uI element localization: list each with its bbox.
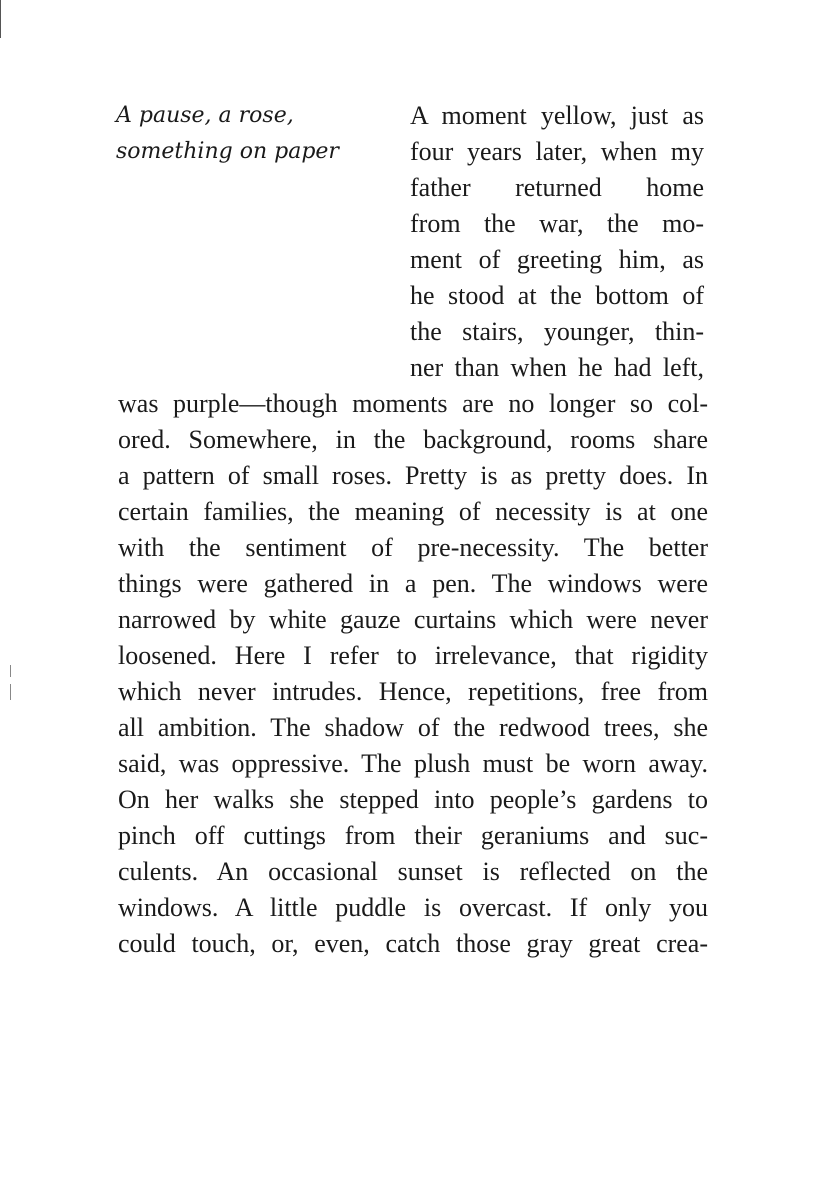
body-line: narrowed by white gauze curtains which were never [118, 605, 708, 634]
body-line: ner than when he had left, [410, 353, 704, 382]
body-line: things were gathered in a pen. The windows were [118, 569, 708, 598]
body-line: certain families, the meaning of necessity is at one [118, 497, 708, 526]
body-line: from the war, the mo- [410, 209, 704, 238]
body-line: A moment yellow, just as [410, 101, 704, 130]
body-line: a pattern of small roses. Pretty is as pretty does. In [118, 461, 708, 490]
body-line: was purple—though moments are no longer so col- [118, 389, 708, 418]
body-line: ment of greeting him, as [410, 245, 704, 274]
body-line: culents. An occasional sunset is reflected on the [118, 857, 708, 886]
side-heading-line: A pause, a rose, [116, 103, 294, 128]
margin-tick [10, 665, 11, 677]
body-line: could touch, or, even, catch those gray great crea- [118, 929, 708, 958]
body-line: windows. A little puddle is overcast. If only you [118, 893, 708, 922]
side-heading-line: something on paper [116, 139, 339, 164]
body-line: the stairs, younger, thin- [410, 317, 704, 346]
body-line: said, was oppressive. The plush must be worn away. [118, 749, 708, 778]
body-line: father returned home [410, 173, 704, 202]
body-line: On her walks she stepped into people’s gardens to [118, 785, 708, 814]
margin-tick [10, 684, 11, 700]
body-line: loosened. Here I refer to irrelevance, that rigidity [118, 641, 708, 670]
body-line: which never intrudes. Hence, repetitions, free from [118, 677, 708, 706]
body-line: four years later, when my [410, 137, 704, 166]
body-line: all ambition. The shadow of the redwood trees, she [118, 713, 708, 742]
margin-rule [0, 0, 1, 38]
side-heading [116, 98, 339, 170]
body-line: he stood at the bottom of [410, 281, 704, 310]
body-line: ored. Somewhere, in the background, rooms share [118, 425, 708, 454]
body-line: pinch off cuttings from their geraniums and suc- [118, 821, 708, 850]
body-line: with the sentiment of pre-necessity. The better [118, 533, 708, 562]
